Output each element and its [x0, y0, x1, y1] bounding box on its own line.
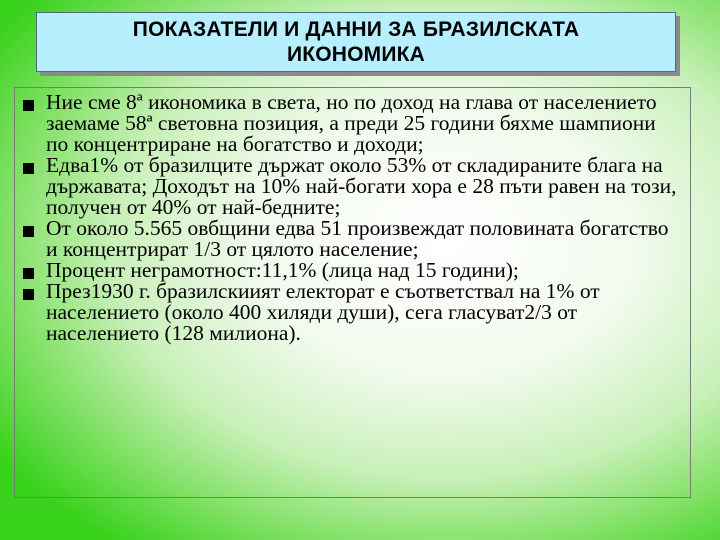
list-item [19, 281, 682, 344]
bullet-text: През1930 г. бразилскиият електорат е съответствал на 1% от населението (около 400 хиляди души), сега гласуват2/3 от населението (128 милиона). [46, 279, 600, 345]
bullet-text: Едва1% от бразилците държат около 53% от складираните блага на държавата; Доходът на 10% най-богати хора е 28 пъти равен на този, получен от 40% от най-бедните; [46, 153, 677, 219]
square-bullet-icon [23, 289, 34, 300]
bullet-list [19, 92, 682, 344]
list-item [19, 260, 682, 281]
list-item [19, 92, 682, 155]
square-bullet-icon [23, 268, 34, 279]
slide-title: ПОКАЗАТЕЛИ И ДАННИ ЗА БРАЗИЛСКАТА ИКОНОМИКА [132, 18, 580, 66]
bullet-text: Процент неграмотност:11,1% (лица над 15 години); [46, 258, 519, 282]
content-box [14, 87, 691, 498]
square-bullet-icon [23, 226, 34, 237]
bullet-text: От около 5.565 овбщини едва 51 произвеждат половината богатство и концентрират 1/3 от цялото население; [46, 216, 669, 261]
bullet-text: Ние сме 8ª икономика в света, но по доход на глава от населението заемаме 58ª световна позиция, а преди 25 години бяхме шампиони по концентриране на богатство и доходи; [46, 90, 657, 156]
square-bullet-icon [23, 163, 34, 174]
title-box [36, 12, 676, 72]
square-bullet-icon [23, 100, 34, 111]
list-item [19, 218, 682, 260]
list-item [19, 155, 682, 218]
